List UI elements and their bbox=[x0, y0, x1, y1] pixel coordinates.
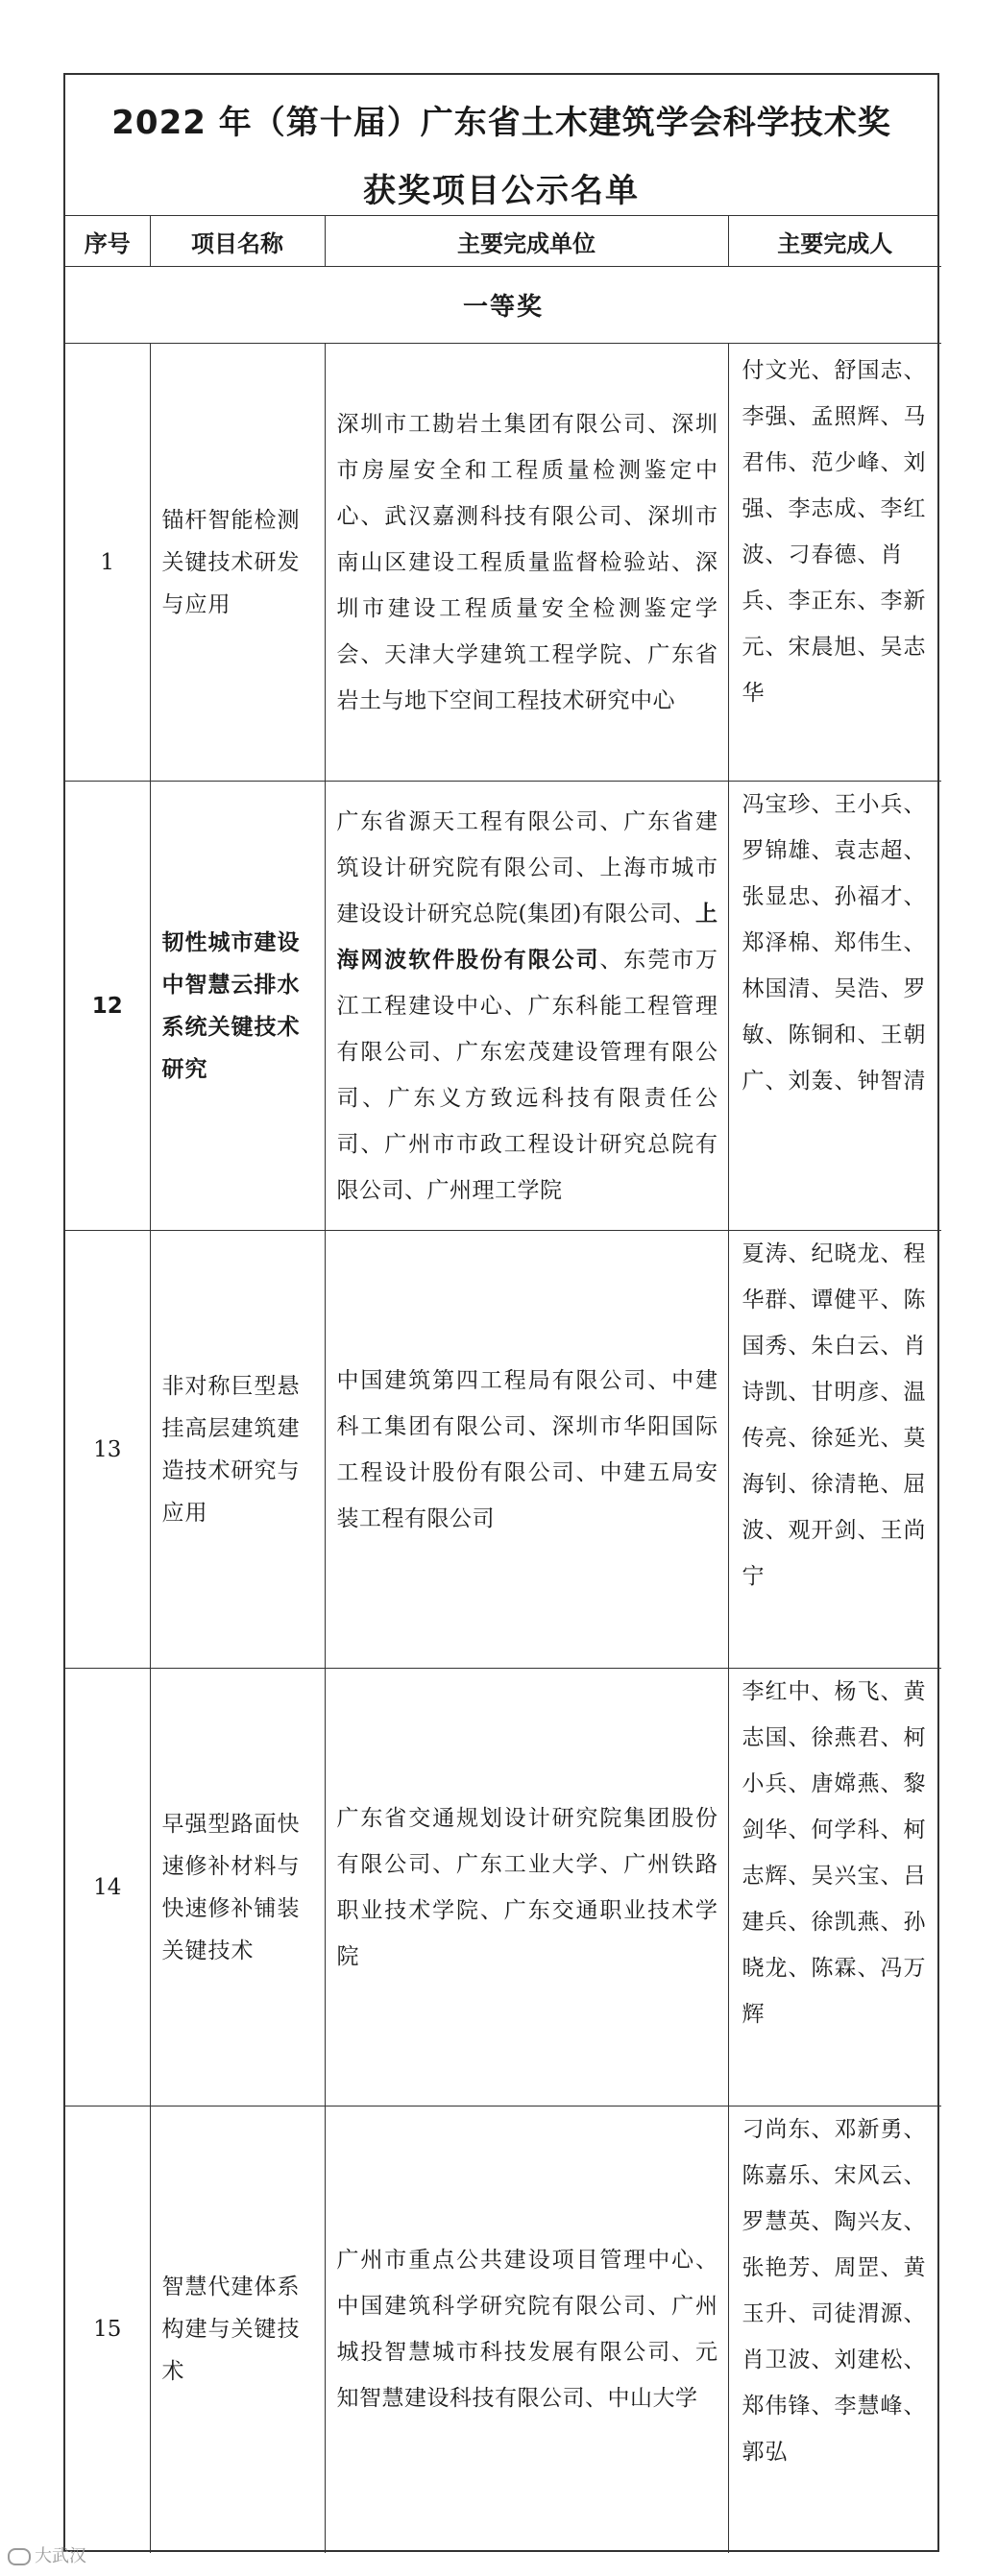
header-seq: 序号 bbox=[65, 216, 150, 267]
units-text: 深圳市工勘岩土集团有限公司、深圳市房屋安全和工程质量检测鉴定中心、武汉嘉测科技有限公司、深圳市南山区建设工程质量监督检验站、深圳市建设工程质量安全检测鉴定学会、天津大学建筑工程学院、广东省岩土与地下空间工程技术研究中心 bbox=[336, 411, 718, 713]
title-line-1: 2022 年（第十届）广东省土木建筑学会科学技术奖 bbox=[111, 104, 891, 142]
row-project-name: 锚杆智能检测关键技术研发与应用 bbox=[150, 344, 325, 782]
row-people: 冯宝珍、王小兵、罗锦雄、袁志超、张显忠、孙福才、郑泽棉、郑伟生、林国清、吴浩、罗敏、陈铜和、王朝广、刘轰、钟智清 bbox=[728, 782, 941, 1231]
document-title bbox=[65, 75, 937, 216]
row-project-name: 早强型路面快速修补材料与快速修补铺装关键技术 bbox=[150, 1669, 325, 2107]
row-seq: 1 bbox=[65, 344, 150, 782]
units-text: 中国建筑第四工程局有限公司、中建科工集团有限公司、深圳市华阳国际工程设计股份有限公司、中建五局安装工程有限公司 bbox=[336, 1367, 718, 1531]
row-seq: 14 bbox=[65, 1669, 150, 2107]
row-seq: 12 bbox=[65, 782, 150, 1231]
category-label: 一等奖 bbox=[65, 267, 941, 344]
award-table bbox=[65, 216, 941, 2553]
row-people: 付文光、舒国志、李强、孟照辉、马君伟、范少峰、刘强、李志成、李红波、刁春德、肖兵、李正东、李新元、宋晨旭、吴志华 bbox=[728, 344, 941, 782]
header-units: 主要完成单位 bbox=[325, 216, 728, 267]
row-project-name: 非对称巨型悬挂高层建筑建造技术研究与应用 bbox=[150, 1231, 325, 1669]
row-project-name: 智慧代建体系构建与关键技术 bbox=[150, 2107, 325, 2553]
units-text: 广东省交通规划设计研究院集团股份有限公司、广东工业大学、广州铁路职业技术学院、广东交通职业技术学院 bbox=[336, 1805, 718, 1969]
title-line-2: 获奖项目公示名单 bbox=[363, 172, 640, 210]
header-row bbox=[65, 216, 941, 267]
units-text: 广州市重点公共建设项目管理中心、中国建筑科学研究院有限公司、广州城投智慧城市科技发展有限公司、元知智慧建设科技有限公司、中山大学 bbox=[336, 2248, 718, 2412]
header-name: 项目名称 bbox=[150, 216, 325, 267]
row-people: 李红中、杨飞、黄志国、徐燕君、柯小兵、唐嫦燕、黎剑华、何学科、柯志辉、吴兴宝、吕建兵、徐凯燕、孙晓龙、陈霖、冯万辉 bbox=[728, 1669, 941, 2107]
row-units bbox=[325, 344, 728, 782]
table-row bbox=[65, 2107, 941, 2553]
row-units bbox=[325, 2107, 728, 2553]
row-units bbox=[325, 1669, 728, 2107]
watermark bbox=[8, 2542, 86, 2567]
units-text: 广东省源天工程有限公司、广东省建筑设计研究院有限公司、上海市城市建设设计研究总院(集团)有限公司、 bbox=[336, 808, 718, 927]
table-row bbox=[65, 782, 941, 1231]
units-highlight: 上海网波软件股份有限公司 bbox=[336, 901, 718, 973]
units-text-after: 、东莞市万江工程建设中心、广东科能工程管理有限公司、广东宏茂建设管理有限公司、广东义方致远科技有限责任公司、广州市市政工程设计研究总院有限公司、广州理工学院 bbox=[336, 947, 718, 1203]
table-row bbox=[65, 1231, 941, 1669]
award-document bbox=[63, 73, 939, 2552]
category-row bbox=[65, 267, 941, 344]
row-seq: 13 bbox=[65, 1231, 150, 1669]
row-seq: 15 bbox=[65, 2107, 150, 2553]
row-units bbox=[325, 1231, 728, 1669]
watermark-logo-icon bbox=[8, 2548, 31, 2565]
table-row bbox=[65, 344, 941, 782]
header-people: 主要完成人 bbox=[728, 216, 941, 267]
row-units bbox=[325, 782, 728, 1231]
watermark-text: 大武汉 bbox=[35, 2546, 86, 2566]
row-project-name: 韧性城市建设中智慧云排水系统关键技术研究 bbox=[150, 782, 325, 1231]
row-people: 刁尚东、邓新勇、陈嘉乐、宋风云、罗慧英、陶兴友、张艳芳、周罡、黄玉升、司徒渭源、肖卫波、刘建松、郑伟锋、李慧峰、郭弘 bbox=[728, 2107, 941, 2553]
table-row bbox=[65, 1669, 941, 2107]
row-people: 夏涛、纪晓龙、程华群、谭健平、陈国秀、朱白云、肖诗凯、甘明彦、温传亮、徐延光、莫海钊、徐清艳、屈波、观开剑、王尚宁 bbox=[728, 1231, 941, 1669]
